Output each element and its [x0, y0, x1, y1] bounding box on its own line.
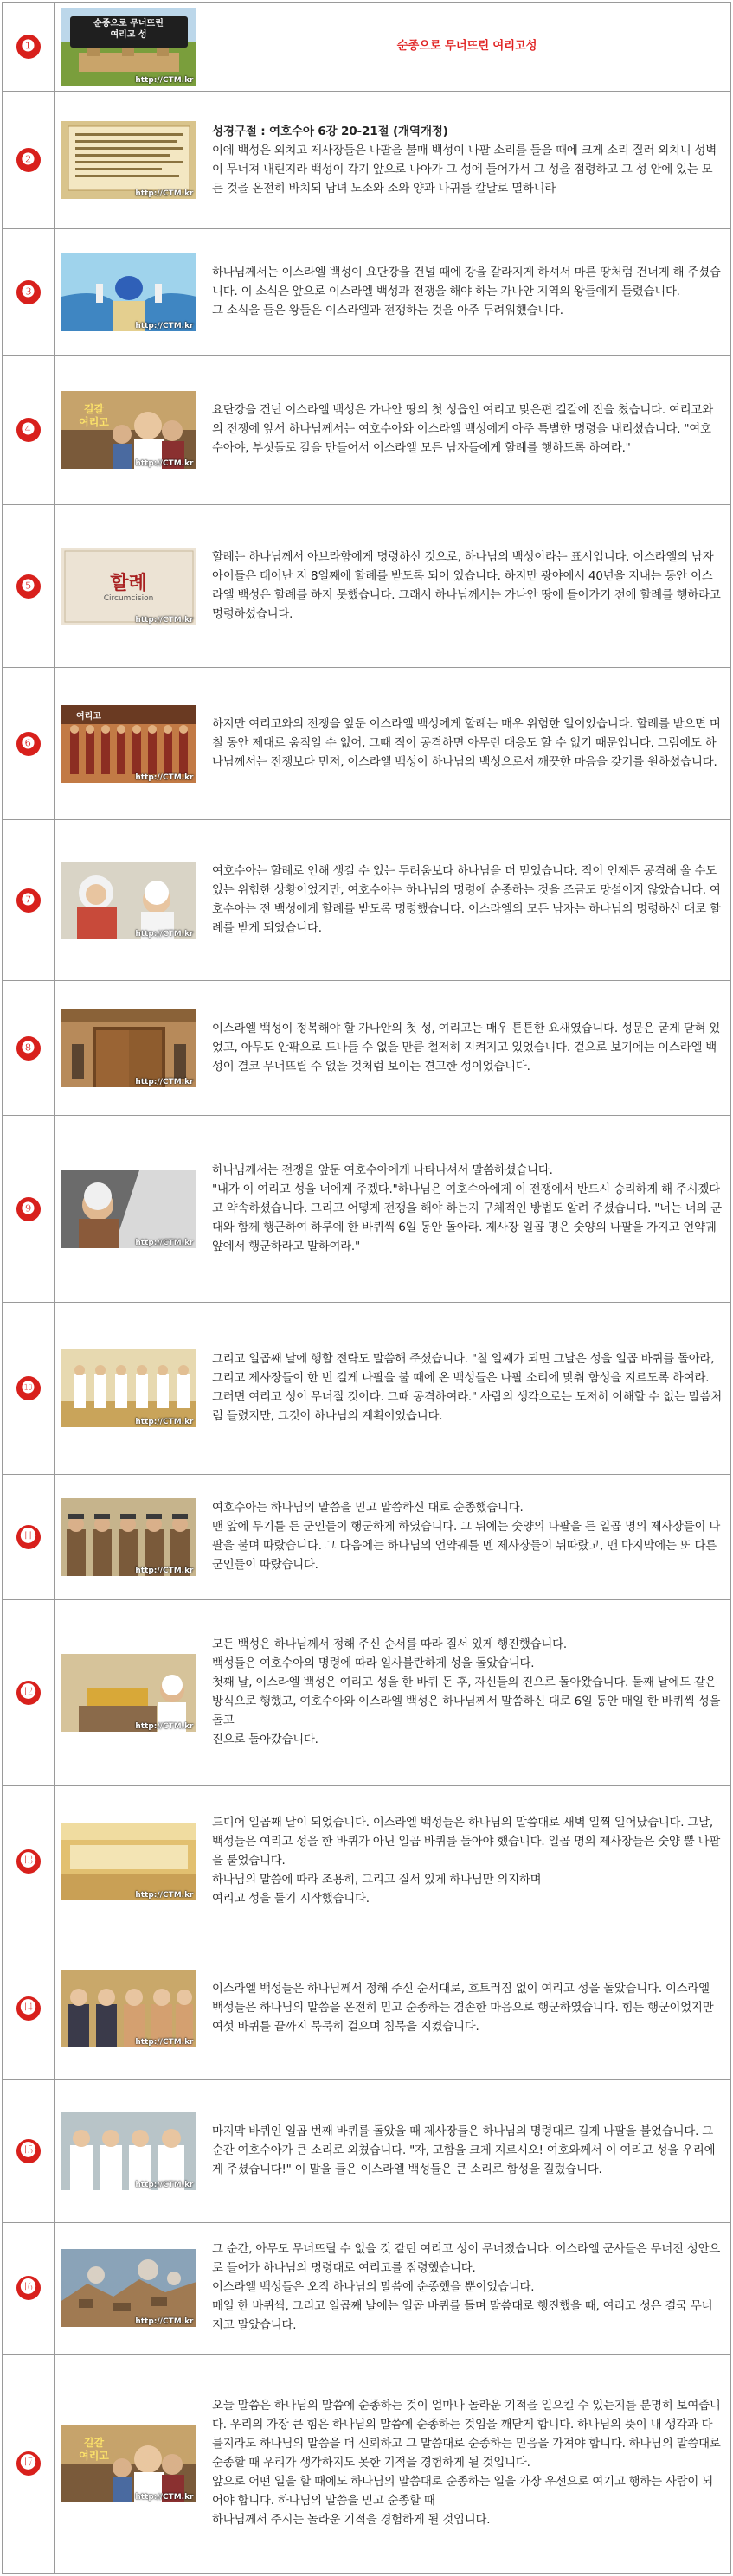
lesson-thumbnail: [61, 862, 196, 939]
paragraph: 그 순간, 아무도 무너뜨릴 수 없을 것 같던 여리고 성이 무너졌습니다. 이스라엘 군사들은 무너진 성안으로 들어가 하나님의 명령대로 여리고를 점령했습니다.: [212, 2243, 721, 2276]
watermark-text: http://CTM.kr: [135, 189, 194, 199]
lesson-text: [203, 1600, 731, 1785]
paragraph: 오늘 말씀은 하나님의 말씀에 순종하는 것이 얼마나 놀라운 기적을 일으킬 수 있는지를 분명히 보여줍니다. 우리의 가장 큰 힘은 하나님의 말씀에 순종하는 것임을 깨닫게 합니다. 하나님의 뜻이 내 생각과 다를지라도 하나님의 말씀을 더 신뢰하고 그 말씀대로 순종하는 믿음을 가져야 합니다. 하나님의 말씀대로 순종할 때 우리가 생각하지도 못한 기적을 경험하게 될 것입니다.: [212, 2400, 721, 2470]
lesson-text: [203, 820, 731, 981]
soldiers-march-illustration: [61, 1498, 196, 1576]
row-number-badge: ❸: [16, 280, 41, 304]
thumbnail-caption: 할례: [110, 572, 147, 594]
paragraph: 백성들은 여호수아의 명령에 따라 일사불란하게 성을 돌았습니다.: [212, 1656, 535, 1670]
table-row: [3, 1785, 731, 1938]
table-row: [3, 1475, 731, 1600]
lesson-thumbnail: [61, 391, 196, 469]
paragraph: 요단강을 건넌 이스라엘 백성은 가나안 땅의 첫 성읍인 여리고 맞은편 길갈에 진을 쳤습니다. 여리고와의 전쟁에 앞서 하나님께서는 여호수아와 이스라엘 백성에게 아주 특별한 명령을 내리셨습니다. "여호수아야, 부싯돌로 칼을 만들어서 이스라엘 모든 남자들에게 할례를 행하도록 하여라.": [212, 404, 713, 456]
paragraph: 그 소식을 들은 왕들은 이스라엘과 전쟁하는 것을 아주 두려워했습니다.: [212, 304, 563, 317]
table-row: [3, 668, 731, 820]
table-row: [3, 1115, 731, 1303]
procession-illustration: [61, 1654, 196, 1732]
row-number-badge: ⓯: [16, 2139, 41, 2163]
lesson-text: [203, 2354, 731, 2573]
page-title: 순종으로 무너뜨린 여리고성: [203, 3, 731, 92]
lesson-text: [203, 92, 731, 229]
lesson-text: [203, 2080, 731, 2223]
paragraph: 맨 앞에 무기를 든 군인들이 행군하게 하였습니다. 그 뒤에는 숫양의 나팔을 든 일곱 명의 제사장들이 나팔을 불며 따랐습니다. 그 다음에는 하나님의 언약궤를 멘 제사장들이 뒤따랐고, 맨 마지막에는 또 다른 군인들이 따랐습니다.: [212, 1521, 721, 1573]
row-number-badge: ⓭: [16, 1849, 41, 1874]
row-number-badge: ❶: [16, 35, 41, 59]
jordan-crossing-illustration: [61, 253, 196, 331]
table-row: [3, 92, 731, 229]
lesson-thumbnail: [61, 253, 196, 331]
paragraph: 매일 한 바퀴씩, 그리고 일곱째 날에는 일곱 바퀴를 돌며 말씀대로 행진했을 때, 여리고 성은 결국 무너지고 말았습니다.: [212, 2300, 713, 2333]
table-row: [3, 1600, 731, 1785]
lesson-thumbnail: [61, 705, 196, 783]
lesson-text: [203, 668, 731, 820]
watermark-text: http://CTM.kr: [135, 1721, 194, 1731]
lesson-text: [203, 1303, 731, 1475]
god-speaks-illustration: [61, 1170, 196, 1248]
lesson-thumbnail: [61, 1498, 196, 1576]
lesson-thumbnail: [61, 1970, 196, 2047]
paragraph: 하나님의 말씀에 따라 조용히, 그리고 질서 있게 하나님만 의지하며: [212, 1874, 542, 1887]
row-number-badge: ❿: [16, 1376, 41, 1400]
seventh-day-illustration: [61, 1823, 196, 1900]
watermark-text: http://CTM.kr: [135, 1567, 194, 1576]
thumbnail-caption: 길갈 여리고: [79, 403, 109, 429]
lesson-thumbnail: [61, 8, 196, 86]
watermark-text: http://CTM.kr: [135, 1077, 194, 1086]
lesson-thumbnail: [61, 2425, 196, 2502]
row-number-badge: ❾: [16, 1197, 41, 1221]
paragraph: 여호수아는 하나님의 말씀을 믿고 말씀하신 대로 순종했습니다.: [212, 1502, 524, 1515]
watermark-text: http://CTM.kr: [135, 76, 194, 86]
lesson-thumbnail: [61, 1009, 196, 1087]
table-row: [3, 820, 731, 981]
table-row: [3, 2354, 731, 2573]
watermark-text: http://CTM.kr: [135, 1418, 194, 1427]
table-row: [3, 3, 731, 92]
watermark-text: http://CTM.kr: [135, 615, 194, 625]
watermark-text: http://CTM.kr: [135, 2180, 194, 2189]
watermark-text: http://CTM.kr: [135, 321, 194, 330]
paragraph: 이에 백성은 외치고 제사장들은 나팔을 불매 백성이 나팔 소리를 들을 때에 크게 소리 질러 외치니 성벽이 무너져 내린지라 백성이 각기 앞으로 나아가 그 성에 들어가서 그 성을 점령하고 그 성 안에 있는 모든 것을 온전히 바치되 남녀 노소와 소와 양과 나귀를 칼날로 멸하니라: [212, 144, 717, 195]
lesson-thumbnail: [61, 121, 196, 199]
joshua-praying-illustration: [61, 862, 196, 939]
lesson-text: [203, 504, 731, 667]
paragraph: 앞으로 어떤 일을 할 때에도 하나님의 말씀대로 순종하는 일을 가장 우선으로 여기고 행하는 사람이 되어야 합니다. 하나님의 말씀을 믿고 순종할 때: [212, 2476, 713, 2509]
row-number-badge: ❺: [16, 574, 41, 599]
thumbnail-caption: 순종으로 무너뜨린 여리고 성: [93, 19, 164, 41]
row-number-badge: ❼: [16, 888, 41, 913]
scripture-card-illustration: [61, 121, 196, 199]
row-number-badge: ❷: [16, 148, 41, 172]
paragraph: 첫째 날, 이스라엘 백성은 여리고 성을 한 바퀴 돈 후, 자신들의 진으로 돌아왔습니다. 둘째 날에도 같은 방식으로 행했고, 여호수아와 이스라엘 백성은 하나님께서 말씀하신 대로 6일 동안 매일 한 바퀴씩 성을 돌고: [212, 1676, 721, 1727]
table-row: [3, 229, 731, 356]
lesson-text: [203, 229, 731, 356]
paragraph: 이스라엘 백성들은 하나님께서 정해 주신 순서대로, 흐트러짐 없이 여리고 성을 돌았습니다. 이스라엘 백성들은 하나님의 말씀을 온전히 믿고 순종하는 겸손한 마음으로 행군하였습니다. 힘든 행군이었지만 여섯 바퀴를 끝까지 묵묵히 걸으며 침묵을 지켰습니다.: [212, 1983, 714, 2035]
paragraph: 여리고 성을 돌기 시작했습니다.: [212, 1893, 370, 1906]
row-number-badge: ⓬: [16, 1681, 41, 1705]
thumbnail-caption: 길갈 여리고: [79, 2437, 109, 2463]
paragraph: 진으로 돌아갔습니다.: [212, 1733, 318, 1746]
table-row: [3, 504, 731, 667]
lesson-text: [203, 981, 731, 1115]
paragraph: 이스라엘 백성들은 오직 하나님의 말씀에 순종했을 뿐이었습니다.: [212, 2281, 535, 2295]
paragraph: 하나님께서 주시는 놀라운 기적을 경험하게 될 것입니다.: [212, 2514, 491, 2528]
lesson-text: [203, 2222, 731, 2354]
verse-reference: 성경구절 : 여호수아 6강 20-21절 (개역개정): [212, 124, 448, 138]
wall-falls-illustration: [61, 2249, 196, 2327]
table-row: [3, 356, 731, 504]
table-row: [3, 1303, 731, 1475]
paragraph: 그리고 일곱째 날에 행할 전략도 말씀해 주셨습니다. "칠 일째가 되면 그날은 성을 일곱 바퀴를 돌아라, 그리고 제사장들이 한 번 길게 나팔을 불 때에 온 백성들은 나팔 소리에 맞춰 함성을 지르도록 하여라. 그러면 여리고 성이 무너질 것이다. 그때 공격하여라." 사람의 생각으로는 도저히 이해할 수 없는 말씀처럼 들렸지만, 그것이 하나님의 계획이었습니다.: [212, 1353, 722, 1424]
watermark-text: http://CTM.kr: [135, 2493, 194, 2502]
jericho-gate-illustration: [61, 1009, 196, 1087]
lesson-text: [203, 1938, 731, 2080]
row-number-badge: ⓰: [16, 2276, 41, 2300]
paragraph: 이스라엘 백성이 정복해야 할 가나안의 첫 성, 여리고는 매우 튼튼한 요새였습니다. 성문은 굳게 닫혀 있었고, 아무도 안팎으로 드나들 수 없을 만큼 철저히 지켜지고 있었습니다. 겉으로 보기에는 이스라엘 백성이 결코 무너뜨릴 수 없을 것처럼 보이는 견고한 성이었습니다.: [212, 1022, 721, 1073]
shout-illustration: [61, 2112, 196, 2190]
row-number-badge: ⓱: [16, 2451, 41, 2476]
table-row: [3, 2080, 731, 2223]
row-number-badge: ❽: [16, 1036, 41, 1061]
lesson-text: [203, 1115, 731, 1303]
table-row: [3, 2222, 731, 2354]
paragraph: "내가 이 여리고 성을 너에게 주겠다."하나님은 여호수아에게 이 전쟁에서 반드시 승리하게 해 주시겠다고 약속하셨습니다. 그리고 어떻게 전쟁을 해야 하는지 구체적인 방법도 알려 주셨습니다. "너는 너의 군대와 함께 행군하여 하루에 한 바퀴씩 6일 동안 돌아라. 제사장 일곱 명은 숫양의 나팔을 가지고 언약궤 앞에서 행군하라고 말하여라.": [212, 1182, 722, 1253]
lesson-thumbnail: [61, 2112, 196, 2190]
row-number-badge: ❹: [16, 418, 41, 442]
watermark-text: http://CTM.kr: [135, 2317, 194, 2327]
paragraph: 모든 백성은 하나님께서 정해 주신 순서를 따라 질서 있게 행진했습니다.: [212, 1637, 567, 1651]
lesson-thumbnail: [61, 1170, 196, 1248]
lesson-thumbnail: [61, 548, 196, 625]
watermark-text: http://CTM.kr: [135, 1238, 194, 1247]
watermark-text: http://CTM.kr: [135, 459, 194, 469]
lesson-thumbnail: [61, 2249, 196, 2327]
row-number-badge: ❻: [16, 732, 41, 756]
lesson-thumbnail: [61, 1349, 196, 1427]
lesson-table: [2, 2, 731, 2574]
lesson-thumbnail: [61, 1654, 196, 1732]
paragraph: 하나님께서는 이스라엘 백성이 요단강을 건널 때에 강을 갈라지게 하셔서 마른 땅처럼 건너게 해 주셨습니다. 이 소식은 앞으로 이스라엘 백성과 전쟁을 해야 하는 가나안 지역의 왕들에게 들렸습니다.: [212, 266, 721, 298]
watermark-text: http://CTM.kr: [135, 929, 194, 939]
paragraph: 드디어 일곱째 날이 되었습니다. 이스라엘 백성들은 하나님의 말씀대로 새벽 일찍 일어났습니다. 그날, 백성들은 여리고 성을 한 바퀴가 아닌 일곱 바퀴를 돌아야 했습니다. 일곱 명의 제사장들은 숫양 뿔 나팔을 불었습니다.: [212, 1817, 721, 1868]
priests-trumpets-illustration: [61, 1349, 196, 1427]
row-number-badge: ⓮: [16, 1996, 41, 2021]
paragraph: 하지만 여리고와의 전쟁을 앞둔 이스라엘 백성에게 할례는 매우 위험한 일이었습니다. 할례를 받으면 며칠 동안 제대로 움직일 수 없어, 그때 적이 공격하면 아무런 대응도 할 수 없기 때문입니다. 그럼에도 하나님께서는 전쟁보다 먼저, 이스라엘 백성이 하나님의 백성으로서 깨끗한 마음을 갖기를 원하셨습니다.: [212, 717, 721, 769]
lesson-text: [203, 1475, 731, 1600]
paragraph: 마지막 바퀴인 일곱 번째 바퀴를 돌았을 때 제사장들은 하나님의 명령대로 길게 나팔을 불었습니다. 그 순간 여호수아가 큰 소리로 외쳤습니다. "자, 고함을 크게 지르시오! 여호와께서 이 여리고 성을 우리에게 주셨습니다!" 이 말을 들은 이스라엘 백성들은 큰 소리로 함성을 질렀습니다.: [212, 2124, 716, 2176]
paragraph: 할례는 하나님께서 아브라함에게 명령하신 것으로, 하나님의 백성이라는 표시입니다. 이스라엘의 남자아이들은 태어난 지 8일째에 할례를 받도록 되어 있습니다. 하지만 광야에서 40년을 지내는 동안 이스라엘 백성은 할례를 하지 못했습니다. 그래서 하나님께서는 가나안 땅에 들어가기 전에 할례를 행하라고 명령하셨습니다.: [212, 550, 721, 621]
paragraph: 여호수아는 할례로 인해 생길 수 있는 두려움보다 하나님을 더 믿었습니다. 적이 언제든 공격해 올 수도 있는 위험한 상황이었지만, 여호수아는 하나님의 명령에 순종하는 것을 조금도 망설이지 않았습니다. 여호수아는 전 백성에게 할례를 받도록 명령했습니다. 이스라엘의 모든 남자는 하나님의 명령하신 대로 할례를 받게 되었습니다.: [212, 864, 721, 935]
lesson-thumbnail: [61, 1823, 196, 1900]
people-marching-illustration: [61, 1970, 196, 2047]
row-number-badge: ⓫: [16, 1525, 41, 1549]
watermark-text: http://CTM.kr: [135, 2038, 194, 2047]
lesson-text: [203, 1785, 731, 1938]
paragraph: 하나님께서는 전쟁을 앞둔 여호수아에게 나타나셔서 말씀하셨습니다.: [212, 1163, 553, 1177]
lesson-text: [203, 356, 731, 504]
table-row: [3, 981, 731, 1115]
thumbnail-subcaption: Circumcision: [103, 593, 154, 603]
watermark-text: http://CTM.kr: [135, 1891, 194, 1900]
thumbnail-caption: 여리고: [76, 711, 101, 721]
watermark-text: http://CTM.kr: [135, 772, 194, 782]
table-row: [3, 1938, 731, 2080]
